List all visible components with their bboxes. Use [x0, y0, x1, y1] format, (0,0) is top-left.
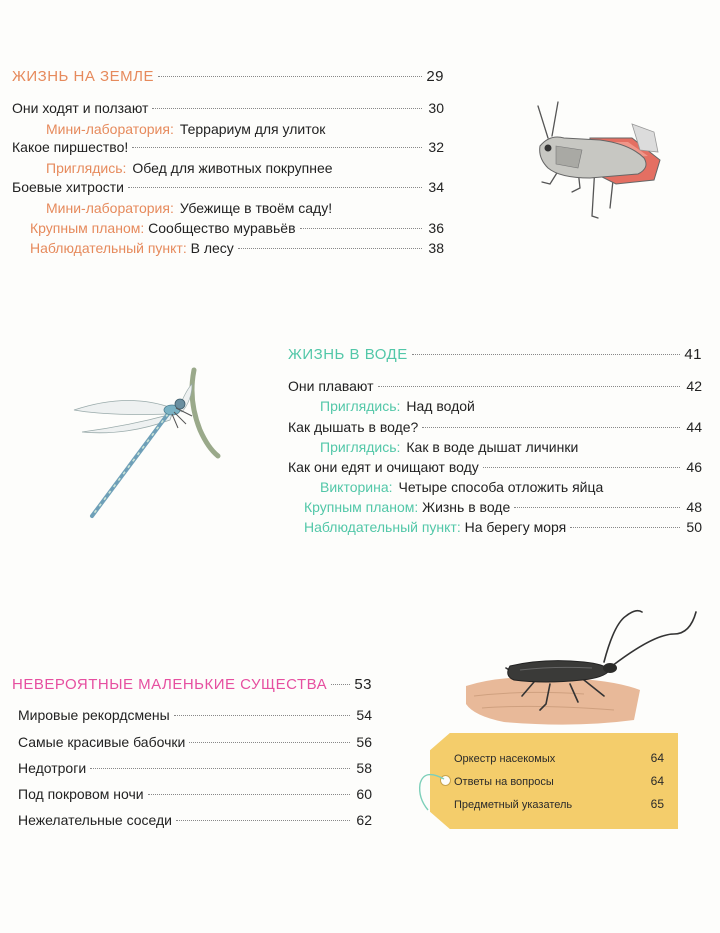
dot-leader — [176, 820, 350, 821]
entry-title: В лесу — [190, 240, 234, 256]
subentry-label: Викторина: — [320, 479, 393, 495]
page-number: 48 — [686, 499, 702, 515]
page-number: 42 — [686, 378, 702, 394]
dot-leader — [422, 427, 680, 428]
entry-title: Как они едят и очищают воду — [288, 459, 479, 475]
toc-entry[interactable] — [30, 219, 444, 237]
page-number: 46 — [686, 459, 702, 475]
toc-entry[interactable] — [304, 518, 702, 536]
tag-entry-page: 64 — [650, 774, 664, 788]
subentry-label: Мини-лаборатория: — [46, 121, 174, 137]
entry-title: Под покровом ночи — [18, 786, 144, 802]
toc-subentry[interactable] — [46, 199, 332, 217]
entry-title: Они ходят и ползают — [12, 100, 149, 116]
toc-subentry[interactable] — [320, 438, 578, 456]
section-title: НЕВЕРОЯТНЫЕ МАЛЕНЬКИЕ СУЩЕСТВА — [12, 676, 328, 693]
page-number: 36 — [428, 220, 444, 236]
tag-entry-page: 65 — [650, 797, 664, 811]
section-title: ЖИЗНЬ НА ЗЕМЛЕ — [12, 68, 154, 85]
dot-leader — [300, 228, 422, 229]
toc-subentry[interactable] — [320, 397, 475, 415]
dot-leader — [158, 76, 422, 77]
dot-leader — [483, 467, 680, 468]
page-number: 54 — [356, 707, 372, 723]
toc-subentry[interactable] — [46, 159, 333, 177]
subentry-title: Четыре способа отложить яйца — [398, 479, 604, 495]
dot-leader — [514, 507, 680, 508]
toc-entry[interactable] — [18, 733, 372, 751]
page-number: 44 — [686, 419, 702, 435]
entry-title: Мировые рекордсмены — [18, 707, 170, 723]
dot-leader — [331, 684, 350, 685]
toc-entry[interactable] — [18, 811, 372, 829]
page-number: 56 — [356, 734, 372, 750]
entry-label: Наблюдательный пункт: — [30, 240, 187, 256]
dot-leader — [174, 715, 350, 716]
section-title: ЖИЗНЬ В ВОДЕ — [288, 346, 408, 363]
toc-entry[interactable] — [288, 377, 702, 395]
tag-entry-title: Ответы на вопросы — [454, 776, 554, 788]
tag-entry[interactable] — [454, 751, 664, 766]
tag-entry[interactable] — [454, 774, 664, 789]
tag-entry-page: 64 — [650, 751, 664, 765]
section-heading-water[interactable] — [288, 346, 702, 364]
toc-entry[interactable] — [288, 458, 702, 476]
entry-label: Крупным планом: — [304, 499, 419, 515]
page-number: 41 — [684, 346, 702, 363]
entry-title: Сообщество муравьёв — [148, 220, 296, 236]
tag-entry[interactable] — [454, 797, 664, 812]
toc-entry[interactable] — [304, 498, 702, 516]
page-number: 50 — [686, 519, 702, 535]
dot-leader — [148, 794, 350, 795]
entry-title: Боевые хитрости — [12, 179, 124, 195]
page-number: 34 — [428, 179, 444, 195]
dot-leader — [152, 108, 422, 109]
tag-entry-title: Оркестр насекомых — [454, 753, 556, 765]
entry-title: Жизнь в воде — [422, 499, 511, 515]
entry-title: Как дышать в воде? — [288, 419, 419, 435]
dot-leader — [378, 386, 680, 387]
dot-leader — [132, 147, 422, 148]
entry-title: На берегу моря — [464, 519, 567, 535]
page-number: 29 — [426, 68, 444, 85]
subentry-label: Мини-лаборатория: — [46, 200, 174, 216]
dot-leader — [189, 742, 350, 743]
entry-title: Недотроги — [18, 760, 87, 776]
page-number: 58 — [356, 760, 372, 776]
entry-title: Какое пиршество! — [12, 139, 129, 155]
subentry-label: Приглядись: — [46, 160, 127, 176]
page-number: 60 — [356, 786, 372, 802]
tag-string — [414, 764, 454, 814]
toc-entry[interactable] — [288, 418, 702, 436]
subentry-title: Обед для животных покрупнее — [132, 160, 333, 176]
dot-leader — [90, 768, 350, 769]
toc-entry[interactable] — [12, 178, 444, 196]
tag-entry-title: Предметный указатель — [454, 799, 573, 811]
page-number: 38 — [428, 240, 444, 256]
subentry-label: Приглядись: — [320, 398, 401, 414]
entry-title: Нежелательные соседи — [18, 812, 172, 828]
toc-entry[interactable] — [18, 706, 372, 724]
toc-entry[interactable] — [12, 138, 444, 156]
subentry-title: Над водой — [406, 398, 475, 414]
longhorn-beetle-illustration — [464, 604, 714, 729]
page-number: 32 — [428, 139, 444, 155]
entry-title: Они плавают — [288, 378, 374, 394]
toc-entry[interactable] — [18, 759, 372, 777]
page-number: 62 — [356, 812, 372, 828]
section-heading-land[interactable] — [12, 68, 444, 86]
subentry-title: Убежище в твоём саду! — [179, 200, 333, 216]
page-number: 30 — [428, 100, 444, 116]
toc-entry[interactable] — [18, 785, 372, 803]
damselfly-illustration — [68, 370, 228, 530]
dot-leader — [412, 354, 680, 355]
entry-label: Крупным планом: — [30, 220, 145, 236]
page-number: 53 — [354, 676, 372, 693]
subentry-title: Как в воде дышат личинки — [406, 439, 579, 455]
toc-entry[interactable] — [12, 99, 444, 117]
grasshopper-illustration — [520, 98, 670, 228]
subentry-label: Приглядись: — [320, 439, 401, 455]
entry-title: Самые красивые бабочки — [18, 734, 186, 750]
section-heading-tiny[interactable] — [12, 676, 372, 694]
dot-leader — [238, 248, 422, 249]
subentry-title: Террариум для улиток — [179, 121, 326, 137]
toc-entry[interactable] — [30, 239, 444, 257]
toc-subentry[interactable] — [46, 120, 325, 138]
dot-leader — [128, 187, 422, 188]
entry-label: Наблюдательный пункт: — [304, 519, 461, 535]
toc-subentry[interactable] — [320, 478, 603, 496]
dot-leader — [570, 527, 680, 528]
